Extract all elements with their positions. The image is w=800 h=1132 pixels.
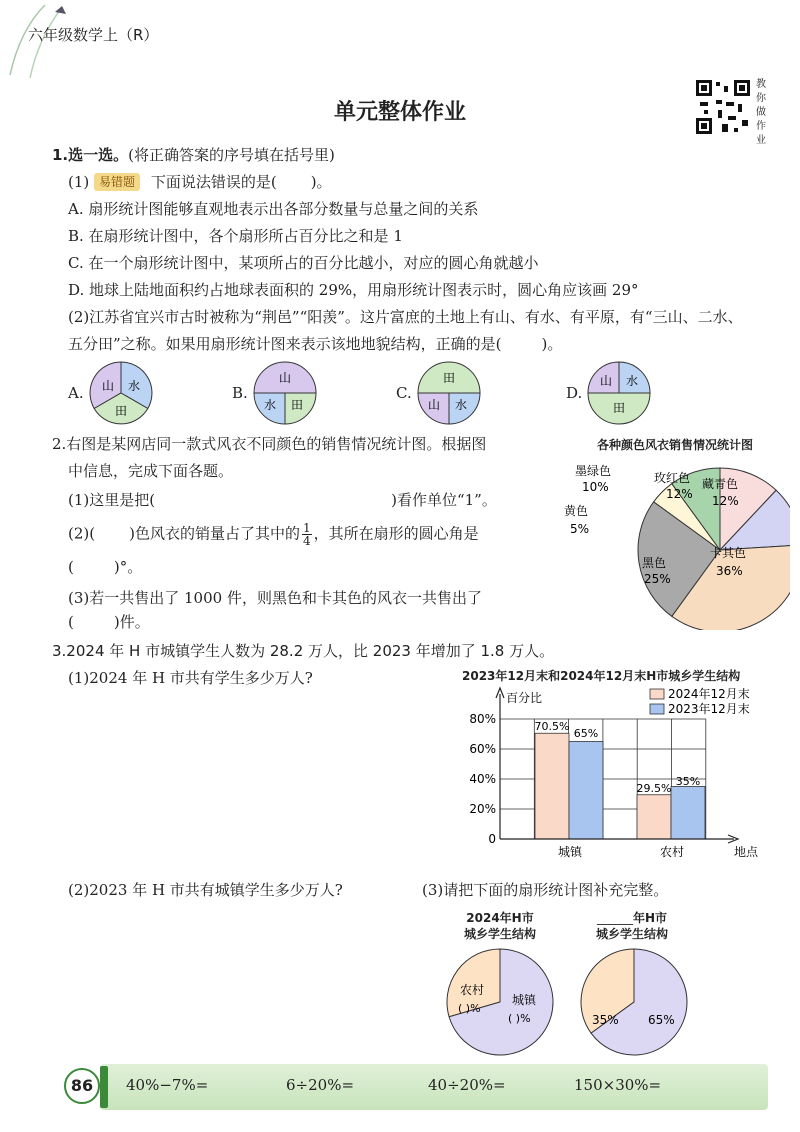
y-axis-label: 百分比	[506, 691, 543, 705]
footer-tab	[100, 1066, 108, 1108]
pie2-title-l2: 城乡学生结构	[595, 927, 668, 941]
choice-b-shui: 水	[264, 398, 277, 412]
page-number-badge	[64, 1068, 100, 1104]
choice-d-shui: 水	[626, 374, 639, 388]
q1-sub1-stem	[68, 172, 332, 192]
bar-chart	[462, 684, 772, 864]
pie1-left-label: ( )%	[458, 1002, 481, 1015]
qr-caption: 教你做作业	[756, 79, 766, 146]
q2-chart-title: 各种颜色风衣销售情况统计图	[596, 438, 753, 452]
choice-d-shan: 山	[600, 374, 613, 388]
q2-line2: 中信息，完成下面各题。	[68, 462, 234, 480]
q3-sub1: (1)2024 年 H 市共有学生多少万人?	[68, 669, 313, 687]
pie2-title-l1	[572, 909, 692, 926]
q2-sub3-line2	[68, 612, 150, 632]
choice-a-shui: 水	[128, 379, 141, 393]
choice-a-pie	[88, 360, 154, 426]
q2-sub2-e: )°。	[113, 558, 143, 576]
data-label-chengzhen-2023: 65%	[573, 727, 599, 740]
q3-pie-2023	[578, 946, 690, 1058]
y-tick-20: 20%	[469, 802, 496, 816]
page-number: 86	[70, 1076, 94, 1095]
q1-option-d: D. 地球上陆地面积约占地球表面积的 29%，用扇形统计图表示时，圆心角应该画 29°	[68, 281, 639, 299]
q3-sub3: (3)请把下面的扇形统计图补充完整。	[422, 881, 669, 899]
legend-swatch-2023	[650, 704, 664, 714]
choice-c-tian: 田	[443, 371, 456, 385]
bar-1-0	[637, 795, 671, 839]
bar-0-0	[535, 733, 569, 839]
q1-option-a: A. 扇形统计图能够直观地表示出各部分数量与总量之间的关系	[68, 200, 479, 218]
data-label-nongcun-2023: 35%	[675, 775, 701, 788]
q2-sub2-b: )色风衣的销量占了其中的	[129, 524, 300, 543]
footer-calc-3: 40÷20%=	[428, 1076, 506, 1094]
choice-d-label: D.	[566, 384, 583, 402]
q2-pct-meihong: 12%	[666, 487, 693, 501]
q2-sub1-b: )看作单位“1”。	[391, 491, 497, 509]
choice-b-pie	[252, 360, 318, 426]
error-prone-tag: 易错题	[94, 173, 140, 191]
q2-pct-heise: 25%	[644, 572, 671, 586]
pie1-title-l2: 城乡学生结构	[463, 927, 536, 941]
fraction-numerator: 1	[302, 521, 311, 535]
q1-sub2-line1: (2)江苏省宜兴市古时被称为“荆邑”“阳羡”。这片富庶的土地上有山、有水、有平原，有“三山、二水、	[68, 308, 743, 326]
q3-pie-2024	[444, 946, 556, 1058]
q2-sub2-d: (	[68, 558, 74, 576]
y-tick-80: 80%	[469, 712, 496, 726]
pie2-right-label: 65%	[648, 1013, 675, 1027]
q2-sub3-b: )件。	[113, 613, 150, 631]
q2-sub1	[68, 490, 497, 510]
q3-heading: 3.2024 年 H 市城镇学生人数为 28.2 万人，比 2023 年增加了 1.8 万人。	[52, 642, 555, 660]
fraction-denominator: 4	[302, 534, 311, 548]
q1-sub2-line2	[68, 334, 562, 354]
x-axis-label: 地点	[734, 845, 759, 859]
q2-sub2-cont	[68, 557, 142, 577]
choice-a-shan: 山	[102, 379, 115, 393]
footer-calc-2: 6÷20%=	[286, 1076, 355, 1094]
choice-b-label: B.	[232, 384, 248, 402]
pie2-left-label: 35%	[592, 1013, 619, 1027]
q1-heading-line	[52, 145, 335, 165]
y-tick-0: 0	[488, 832, 496, 846]
choice-c-pie	[416, 360, 482, 426]
book-title: 六年级数学上（R）	[28, 26, 159, 44]
q3-sub2: (2)2023 年 H 市共有城镇学生多少万人?	[68, 881, 343, 899]
q1-sub2-line2-a: 五分田”之称。如果用扇形统计图来表示该地地貌结构，正确的是(	[68, 335, 502, 353]
x-category-chengzhen: 城镇	[557, 845, 583, 859]
choice-c-label: C.	[396, 384, 412, 402]
data-label-nongcun-2024: 29.5%	[636, 782, 672, 795]
q2-label-huangse: 黄色	[564, 504, 589, 518]
bar-0-1	[569, 742, 603, 840]
q2-pct-kaqi: 36%	[716, 564, 743, 578]
x-category-nongcun: 农村	[659, 845, 685, 859]
pie2-title-text: 年H市	[632, 911, 668, 925]
choice-b-tian: 田	[291, 398, 304, 412]
fraction-one-quarter	[302, 522, 312, 547]
q2-pie-chart	[560, 455, 790, 630]
legend-label-2024: 2024年12月末	[668, 687, 750, 701]
q2-sub2	[68, 522, 479, 547]
q2-label-heise: 黑色	[642, 556, 667, 570]
choice-a-label: A.	[68, 384, 84, 402]
pie1-title-l1: 2024年H市	[466, 911, 534, 925]
q1-option-c: C. 在一个扇形统计图中，某项所占的百分比越小，对应的圆心角就越小	[68, 254, 539, 272]
y-tick-60: 60%	[469, 742, 496, 756]
q1-sub1-label: (1)	[68, 173, 90, 191]
q2-sub1-a: (1)这里是把(	[68, 491, 156, 509]
legend-swatch-2024	[650, 689, 664, 699]
q2-line1: 2.右图是某网店同一款式风衣不同颜色的销售情况统计图。根据图	[52, 435, 487, 453]
pie2-year-blank[interactable]: ______	[596, 911, 633, 925]
q2-sub3-line1: (3)若一共售出了 1000 件，则黑色和卡其色的风衣一共售出了	[68, 589, 482, 607]
choice-b-shan: 山	[279, 371, 292, 385]
choice-d-tian: 田	[613, 401, 626, 415]
q2-pct-huangse: 5%	[570, 522, 590, 536]
legend-label-2023: 2023年12月末	[668, 702, 750, 716]
q2-sub3-a: (	[68, 613, 74, 631]
y-tick-40: 40%	[469, 772, 496, 786]
pie1-right-label: ( )%	[508, 1012, 531, 1025]
pie1-left-name: 农村	[460, 983, 485, 997]
q2-label-kaqi: 卡其色	[710, 546, 747, 560]
choice-d-pie	[586, 360, 652, 426]
q1-heading: 1.选一选。	[52, 146, 129, 164]
q2-label-zangqing: 藏青色	[702, 477, 739, 491]
page-title: 单元整体作业	[333, 100, 466, 125]
q2-sub2-a: (2)(	[68, 524, 96, 543]
q1-option-b: B. 在扇形统计图中，各个扇形所占百分比之和是 1	[68, 227, 403, 245]
choice-c-shui: 水	[455, 398, 468, 412]
footer-calc-1: 40%−7%=	[126, 1076, 209, 1094]
bar-1-1	[671, 787, 705, 840]
q2-pct-molvse: 10%	[582, 480, 609, 494]
q2-label-molvse: 墨绿色	[575, 464, 612, 478]
q2-label-meihong: 玫红色	[654, 471, 691, 485]
footer-calc-4: 150×30%=	[574, 1076, 662, 1094]
q1-sub1-stem-a: 下面说法错误的是(	[150, 173, 277, 191]
q1-sub2-line2-b: )。	[541, 335, 563, 353]
bar-chart-title: 2023年12月末和2024年12月末H市城乡学生结构	[462, 669, 741, 683]
pie1-right-name: 城镇	[512, 993, 537, 1007]
q1-instruction: (将正确答案的序号填在括号里)	[128, 146, 335, 164]
choice-c-shan: 山	[428, 398, 441, 412]
q2-sub2-c: ，其所在扇形的圆心角是	[313, 524, 479, 543]
data-label-chengzhen-2024: 70.5%	[534, 720, 570, 733]
q1-sub1-stem-b: )。	[310, 173, 332, 191]
choice-a-tian: 田	[115, 404, 128, 418]
q2-pct-zangqing: 12%	[712, 494, 739, 508]
